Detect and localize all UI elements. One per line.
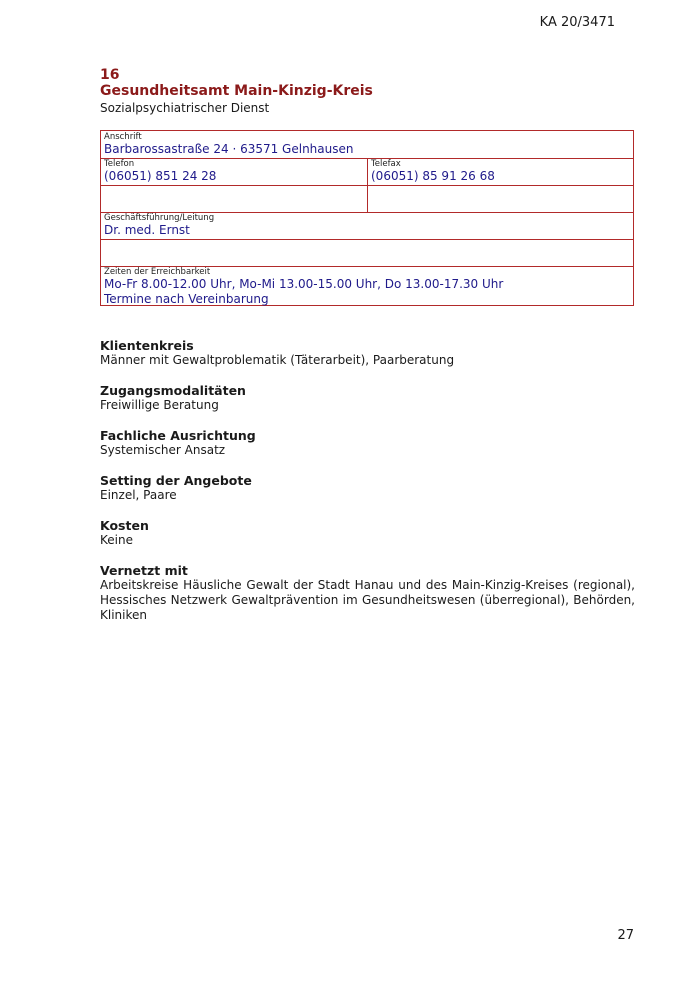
management-value: Dr. med. Ernst <box>104 223 190 237</box>
contact-info-box <box>100 130 634 306</box>
hours-label: Zeiten der Erreichbarkeit <box>104 267 211 277</box>
page-number: 27 <box>617 928 634 943</box>
entry-subtitle: Sozialpsychiatrischer Dienst <box>100 101 270 115</box>
section-heading: Kosten <box>100 518 149 533</box>
management-cell <box>101 212 633 239</box>
section-heading: Setting der Angebote <box>100 473 252 488</box>
entry-number: 16 <box>100 67 120 83</box>
management-label: Geschäftsführung/Leitung <box>104 213 215 223</box>
section-text: Freiwillige Beratung <box>100 398 219 412</box>
section-orientation <box>100 428 635 458</box>
section-setting <box>100 473 635 503</box>
section-heading: Klientenkreis <box>100 338 194 353</box>
section-text: Arbeitskreise Häusliche Gewalt der Stadt Hanau und des Main-Kinzig-Kreises (regional), Hessisches Netzwerk Gewaltprävention im Gesundheitswesen (überregional), Behörden, Kliniken <box>100 578 635 622</box>
phone-value: (06051) 851 24 28 <box>104 169 217 183</box>
section-text: Einzel, Paare <box>100 488 177 502</box>
fax-cell <box>368 158 633 185</box>
fax-value: (06051) 85 91 26 68 <box>371 169 495 183</box>
hours-cell <box>101 266 633 307</box>
hours-line-1: Mo-Fr 8.00-12.00 Uhr, Mo-Mi 13.00-15.00 Uhr, Do 13.00-17.30 Uhr <box>104 277 504 291</box>
section-text: Männer mit Gewaltproblematik (Täterarbeit), Paarberatung <box>100 353 455 367</box>
hours-line-2: Termine nach Vereinbarung <box>104 292 269 306</box>
phone-label: Telefon <box>104 159 135 169</box>
column-divider <box>367 158 368 212</box>
address-label: Anschrift <box>104 132 142 142</box>
section-costs <box>100 518 635 548</box>
address-cell <box>101 131 633 158</box>
section-heading: Zugangsmodalitäten <box>100 383 246 398</box>
details-sections <box>100 338 635 638</box>
section-heading: Vernetzt mit <box>100 563 188 578</box>
section-text: Systemischer Ansatz <box>100 443 226 457</box>
section-text: Keine <box>100 533 133 547</box>
phone-cell <box>101 158 368 185</box>
entry-title: Gesundheitsamt Main-Kinzig-Kreis <box>100 83 373 99</box>
fax-label: Telefax <box>371 159 401 169</box>
section-access <box>100 383 635 413</box>
document-id: KA 20/3471 <box>539 15 615 30</box>
address-value: Barbarossastraße 24 · 63571 Gelnhausen <box>104 142 354 156</box>
section-network <box>100 563 635 623</box>
section-heading: Fachliche Ausrichtung <box>100 428 256 443</box>
entry-header <box>100 68 373 116</box>
row-divider <box>101 239 633 240</box>
section-clients <box>100 338 635 368</box>
